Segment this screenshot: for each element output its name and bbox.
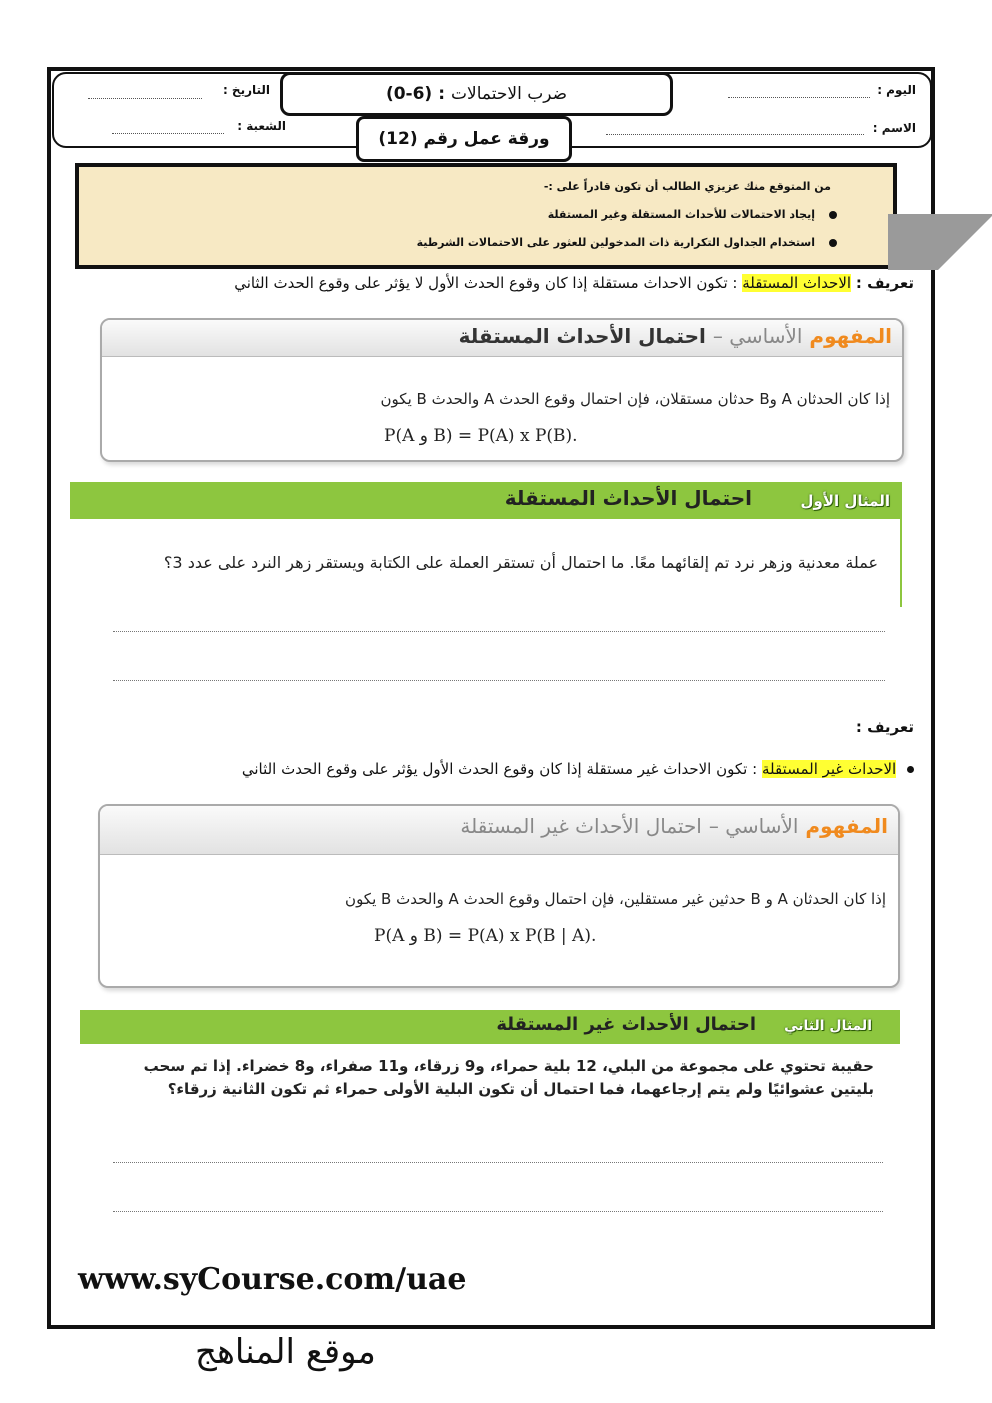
- concept-header: [100, 806, 898, 855]
- name-label: الاسم :: [872, 121, 916, 135]
- bullet-icon: [829, 211, 837, 219]
- definition-independent: [94, 274, 914, 292]
- name-field[interactable]: [606, 133, 864, 135]
- definition-text: : تكون الاحداث مستقلة إذا كان وقوع الحدث الأول لا يؤثر على وقوع الحدث الثاني: [234, 274, 738, 292]
- concept-title: المفهوم الأساسي – احتمال الأحداث غير المستقلة: [460, 814, 888, 838]
- definition-text: : تكون الاحداث غير مستقلة إذا كان وقوع الحدث الأول يؤثر على وقوع الحدث الثاني: [241, 760, 758, 778]
- lesson-title-box: [280, 72, 673, 116]
- definition-label: تعريف :: [855, 274, 914, 292]
- worksheet-title: ورقة عمل رقم (12): [378, 129, 550, 149]
- answer-line[interactable]: [113, 630, 885, 632]
- example-1-side-rule: [900, 519, 902, 607]
- term-dependent-events: الاحداث غير المستقلة: [761, 760, 897, 778]
- concept-title: المفهوم الأساسي – احتمال الأحداث المستقلة: [458, 324, 892, 348]
- objectives-intro: من المتوقع منك عزيزي الطالب أن تكون قادراً على :-: [543, 180, 831, 193]
- site-brand: موقع المناهج: [195, 1332, 376, 1372]
- lesson-title: ضرب الاحتمالات: [451, 84, 568, 104]
- example-2-header: [80, 1010, 900, 1044]
- concept-statement: إذا كان الحدثان A وB حدثان مستقلان، فإن احتمال وقوع الحدث A والحدث B يكون: [380, 390, 890, 408]
- formula-dependent: P(A و B) = P(A) x P(B | A).: [374, 926, 597, 946]
- date-field[interactable]: [88, 97, 202, 99]
- term-independent-events: الاحداث المستقلة: [742, 274, 852, 292]
- answer-line[interactable]: [113, 1210, 883, 1212]
- example-1-title: احتمال الأحداث المستقلة: [504, 486, 752, 510]
- key-concept-dependent: [98, 804, 900, 988]
- objectives-box: [75, 163, 897, 269]
- example-1-header: [70, 482, 902, 519]
- concept-header: [102, 320, 902, 357]
- arrow-pointer-icon: [888, 214, 992, 270]
- objective-item: إيجاد الاحتمالات للأحداث المستقلة وغير المستقلة: [417, 201, 837, 229]
- definition-dependent: [94, 760, 914, 778]
- concept-statement: إذا كان الحدثان A و B حدثين غير مستقلين، فإن احتمال وقوع الحدث A والحدث B يكون: [345, 890, 886, 908]
- example-2-question: حقيبة تحتوي على مجموعة من البلي، 12 بلية حمراء، و9 زرقاء، و11 صفراء، و8 خضراء. إذا تم سحب بليتين عشوائيًا ولم يتم إرجاعهما، فما احتمال أن تكون البلية الأولى حمراء ثم تكون الثانية زرقاء؟: [143, 1057, 874, 1098]
- answer-line[interactable]: [113, 679, 885, 681]
- objective-item: استخدام الجداول التكرارية ذات المدخولين للعثور على الاحتمالات الشرطية: [417, 229, 837, 257]
- objectives-list: [417, 173, 837, 257]
- bullet-icon: [907, 766, 914, 773]
- key-concept-independent: [100, 318, 904, 462]
- day-field[interactable]: [728, 96, 870, 98]
- answer-line[interactable]: [113, 1161, 883, 1163]
- worksheet-number: [356, 116, 572, 162]
- lesson-separator: :: [438, 84, 446, 104]
- lesson-number: (0-6): [385, 84, 433, 104]
- example-2-tag: المثال الثاني: [784, 1018, 872, 1034]
- example-1-tag: المثال الأول: [800, 492, 890, 510]
- example-1-question: عملة معدنية وزهر نرد تم إلقائهما معًا. ما احتمال أن تستقر العملة على الكتابة ويستقر زهر النرد على عدد 3؟: [163, 553, 878, 572]
- example-2-title: احتمال الأحداث غير المستقلة: [496, 1014, 756, 1035]
- bullet-icon: [829, 239, 837, 247]
- day-label: اليوم :: [877, 83, 916, 97]
- definition-label-2: تعريف :: [855, 718, 914, 736]
- section-label: الشعبة :: [237, 119, 286, 133]
- date-label: التاريخ :: [222, 83, 270, 97]
- section-field[interactable]: [112, 132, 224, 134]
- formula-independent: P(A و B) = P(A) x P(B).: [384, 426, 578, 446]
- website-url[interactable]: www.syCourse.com/uae: [78, 1262, 467, 1297]
